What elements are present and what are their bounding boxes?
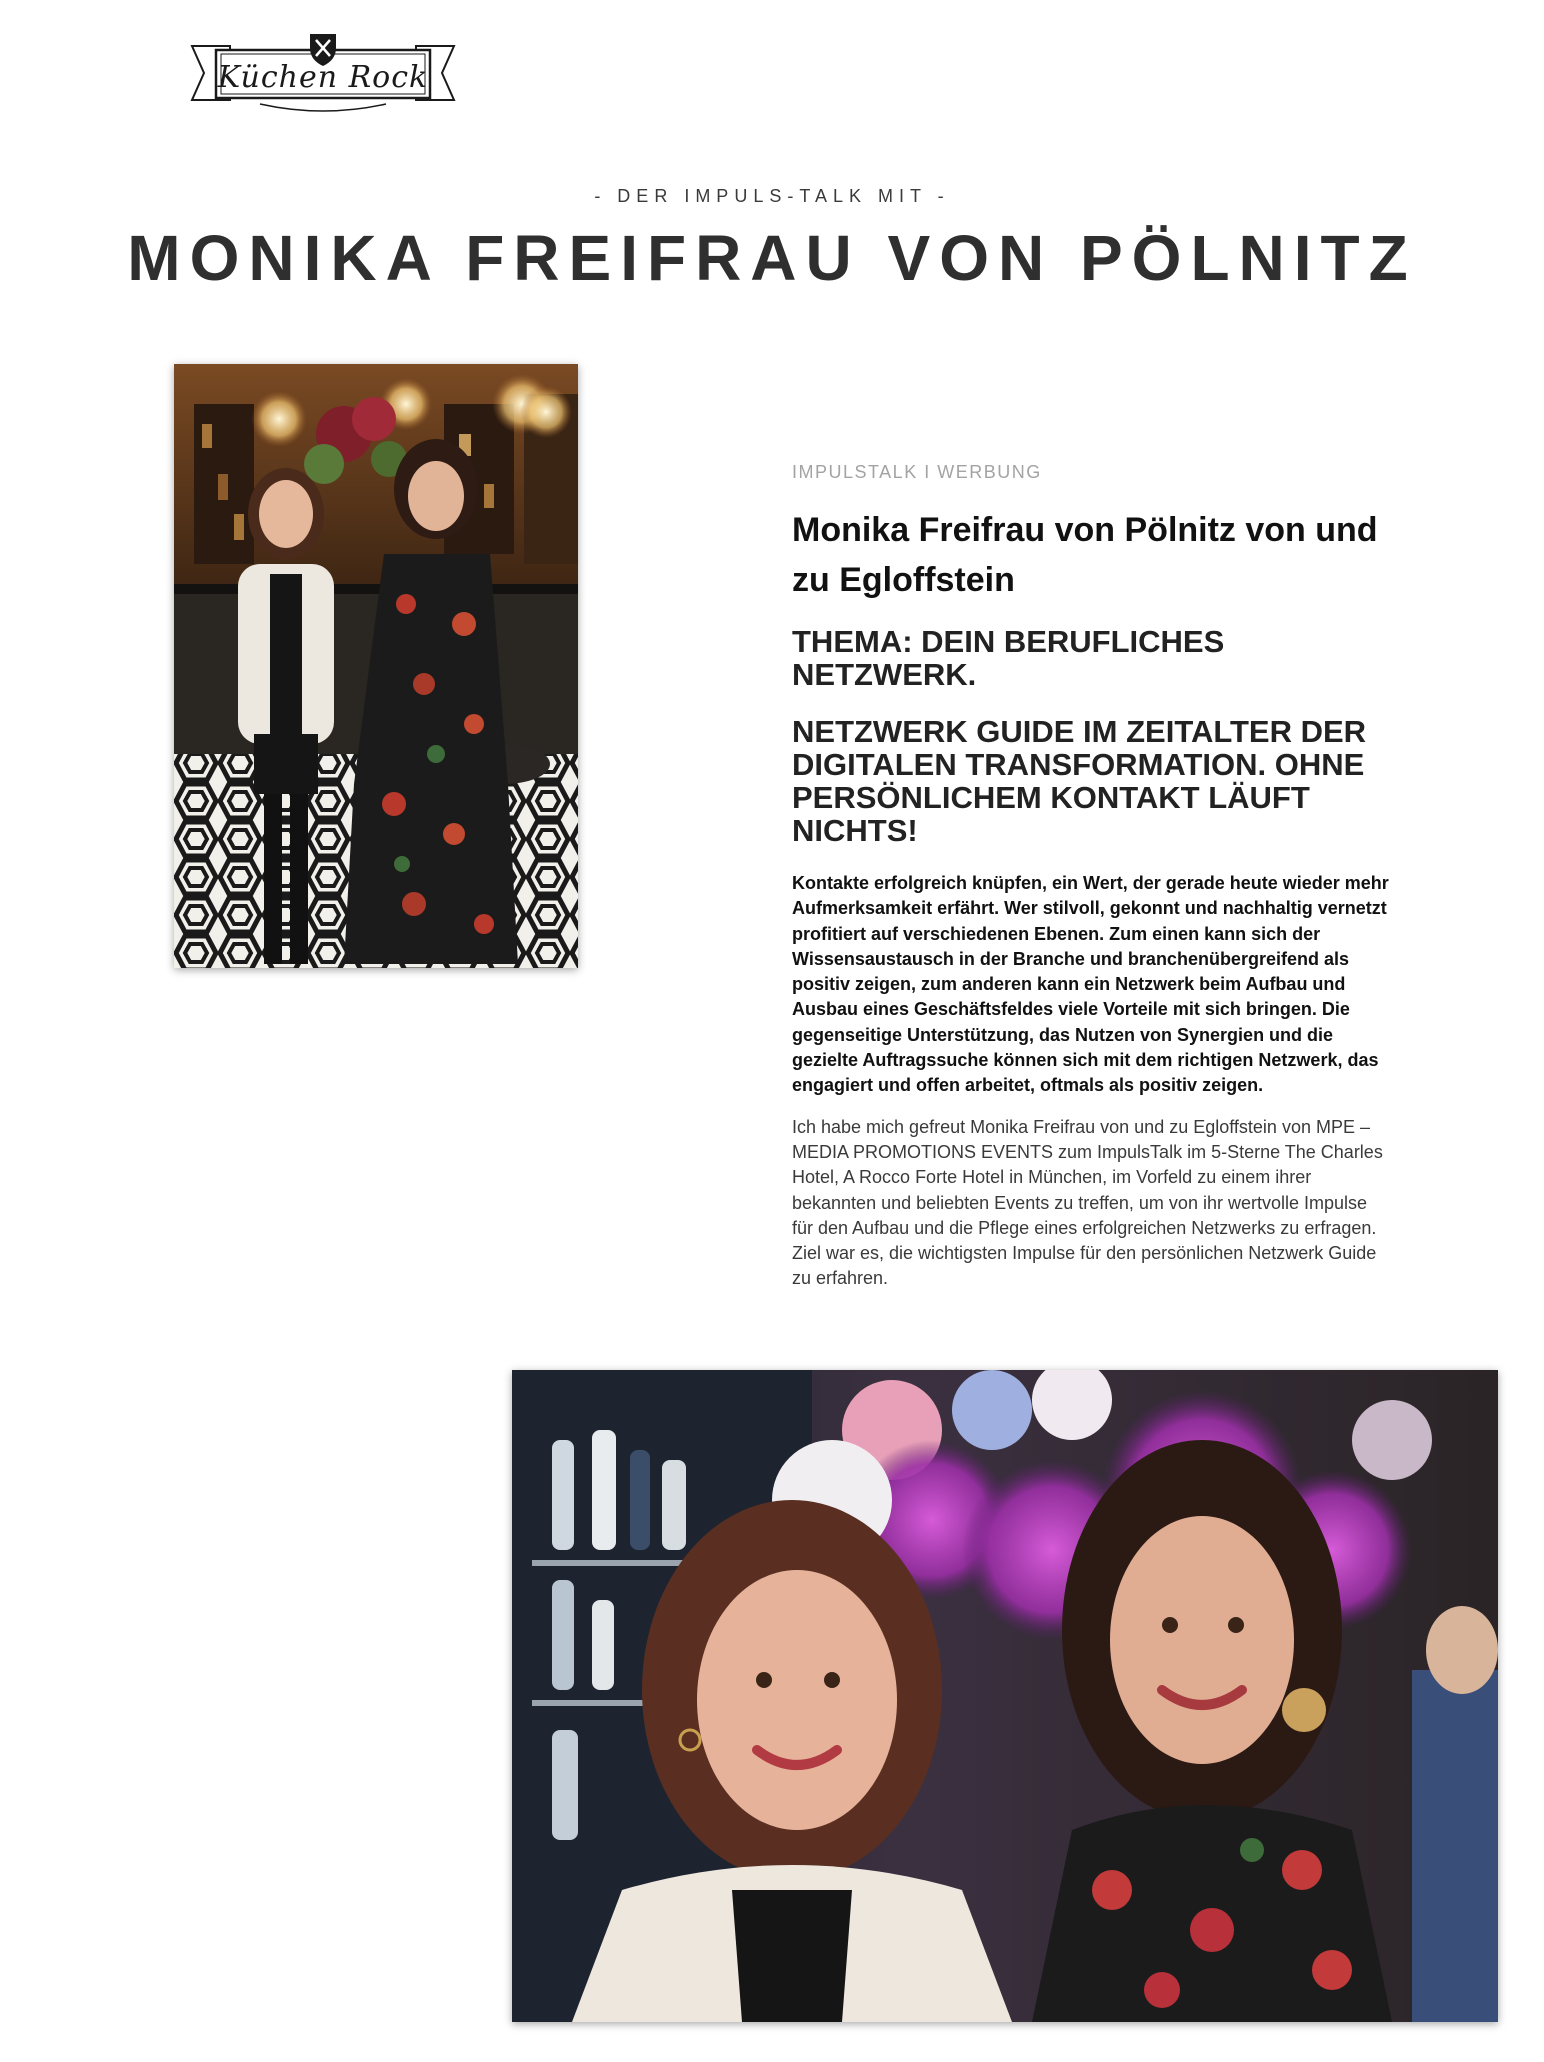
article [792, 462, 1392, 1292]
photo-1-image [174, 364, 578, 968]
article-theme: THEMA: DEIN BERUFLICHES NETZWERK. [792, 624, 1225, 692]
logo-text: Küchen Rock [217, 60, 429, 95]
page-kicker: - DER IMPULS-TALK MIT - [594, 186, 950, 206]
article-title: Monika Freifrau von Pölnitz von und zu Egloffstein [792, 511, 1378, 599]
photo-women-selfie-flowers[interactable] [512, 1370, 1498, 2022]
site-logo[interactable] [190, 30, 456, 112]
photo-two-women-at-bar[interactable] [174, 364, 578, 968]
page-title: MONIKA FREIFRAU VON PÖLNITZ [127, 222, 1417, 294]
article-lead: Kontakte erfolgreich knüpfen, ein Wert, der gerade heute wieder mehr Aufmerksamkeit erfährt. Wer stilvoll, gekonnt und nachhaltig vernetzt profitiert auf verschiedenen Ebenen. Zum einen kann sich der Wissensaustausch in der Branche und branchenübergreifend als positiv zeigen, zum anderen kann ein Netzwerk beim Aufbau und Ausbau eines Geschäftsfeldes viele Vorteile mit sich bringen. Die gegenseitige Unterstützung, das Nutzen von Synergien und die gezielte Auftragssuche können sich mit dem richtigen Netzwerk, das engagiert und offen arbeitet, oftmals als positiv zeigen. [792, 873, 1389, 1096]
article-body: Ich habe mich gefreut Monika Freifrau von und zu Egloffstein von MPE – MEDIA PROMOTIONS EVENTS zum ImpulsTalk im 5-Sterne The Charles Hotel, A Rocco Forte Hotel in München, im Vorfeld zu einem ihrer bekannten und beliebten Events zu treffen, um von ihr wertvolle Impulse für den Aufbau und die Pflege eines erfolgreichen Netzwerks zu erfragen. Ziel war es, die wichtigsten Impulse für den persönlichen Netzwerk Guide zu erfahren. [792, 1116, 1383, 1289]
photo-2-image [512, 1370, 1498, 2022]
article-category[interactable]: IMPULSTALK I WERBUNG [792, 462, 1042, 482]
article-subtheme: NETZWERK GUIDE IM ZEITALTER DER DIGITALEN TRANSFORMATION. OHNE PERSÖNLICHEM KONTAKT LÄUFT NICHTS! [792, 714, 1367, 848]
